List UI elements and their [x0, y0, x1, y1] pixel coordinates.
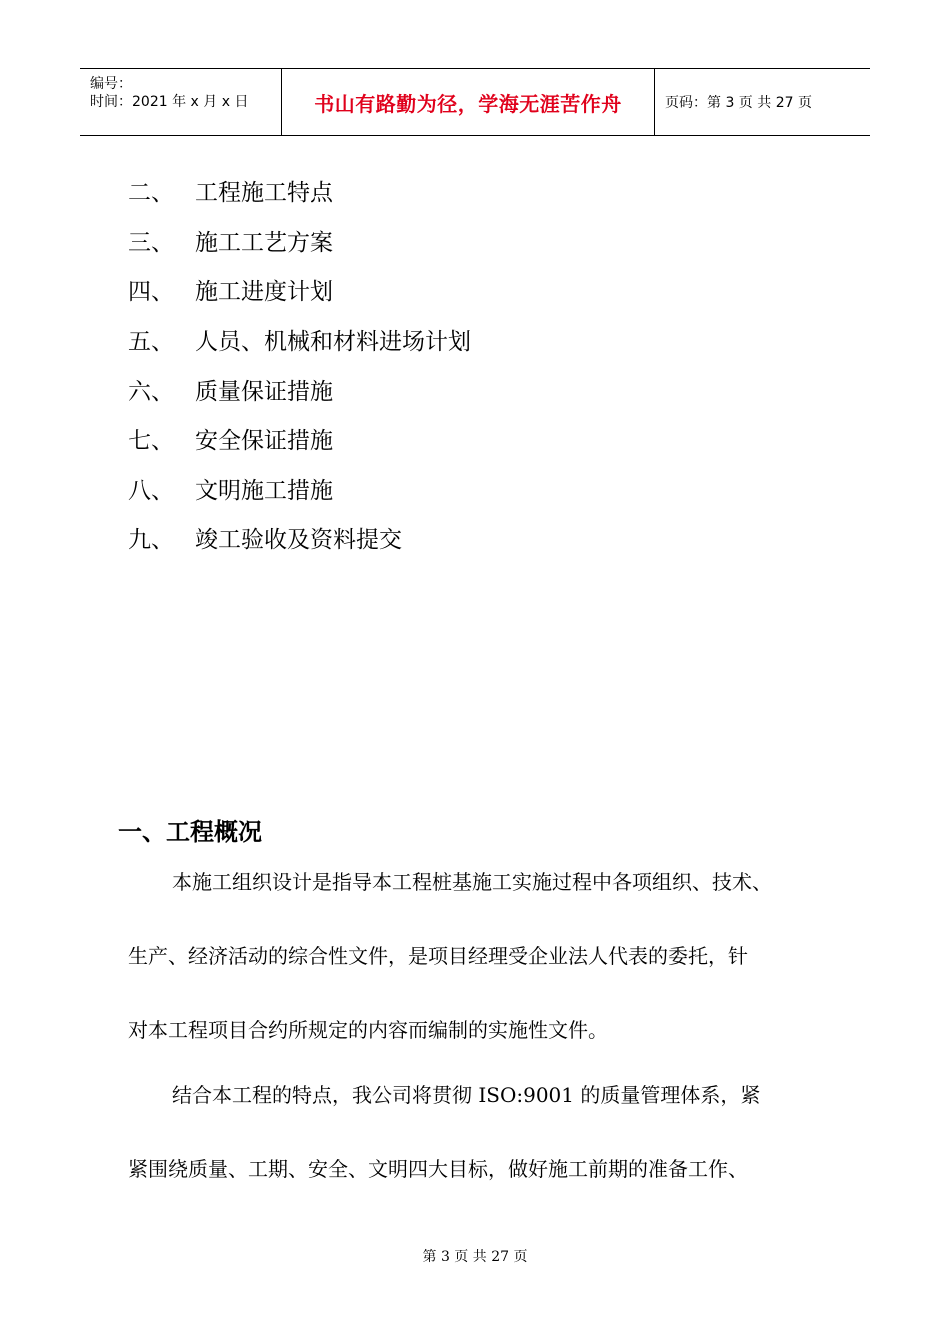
- toc-item: [128, 265, 471, 315]
- toc-item: [128, 464, 471, 514]
- paragraph-line: 紧围绕质量、工期、安全、文明四大目标，做好施工前期的准备工作、: [128, 1157, 748, 1181]
- toc-item: [128, 166, 471, 216]
- toc-item-number: 四、: [128, 279, 174, 306]
- paragraph-line: 本施工组织设计是指导本工程桩基施工实施过程中各项组织、技术、: [172, 870, 772, 894]
- header-meta-cell: [80, 69, 282, 135]
- paragraph-line: 对本工程项目合约所规定的内容而编制的实施性文件。: [128, 1018, 608, 1042]
- toc-item-text: 安全保证措施: [195, 428, 333, 455]
- toc-item: [128, 364, 471, 414]
- paragraph-overview: [128, 845, 840, 1067]
- toc-item-text: 施工进度计划: [195, 279, 333, 306]
- toc-item-text: 工程施工特点: [195, 180, 333, 207]
- table-of-contents: [128, 166, 471, 563]
- toc-item: [128, 414, 471, 464]
- toc-item-number: 七、: [128, 428, 174, 455]
- header-table: [80, 68, 870, 136]
- toc-item-number: 八、: [128, 477, 174, 504]
- toc-item: [128, 513, 471, 563]
- toc-item-text: 质量保证措施: [195, 378, 333, 405]
- header-page-cell: [655, 69, 870, 135]
- section-title: 一、工程概况: [118, 818, 262, 846]
- paragraph-quality: [128, 1058, 840, 1206]
- toc-item-text: 施工工艺方案: [195, 229, 333, 256]
- page-footer: 第 3 页 共 27 页: [422, 1249, 528, 1265]
- header-time-label: 时间：2021 年 x 月 x 日: [90, 94, 249, 110]
- toc-item-number: 三、: [128, 229, 174, 256]
- paragraph-line: 结合本工程的特点，我公司将贯彻 ISO:9001 的质量管理体系，紧: [172, 1083, 761, 1107]
- header-page-info: 页码：第 3 页 共 27 页: [665, 95, 812, 111]
- toc-item: [128, 216, 471, 266]
- toc-item-number: 二、: [128, 180, 174, 207]
- toc-item-text: 文明施工措施: [195, 477, 333, 504]
- toc-item-text: 竣工验收及资料提交: [195, 527, 402, 554]
- toc-item-text: 人员、机械和材料进场计划: [195, 329, 471, 356]
- toc-item-number: 六、: [128, 378, 174, 405]
- header-motto: 书山有路勤为径，学海无涯苦作舟: [314, 91, 622, 116]
- toc-item-number: 九、: [128, 527, 174, 554]
- toc-item-number: 五、: [128, 329, 174, 356]
- toc-item: [128, 315, 471, 365]
- header-motto-cell: [282, 69, 655, 135]
- paragraph-line: 生产、经济活动的综合性文件，是项目经理受企业法人代表的委托，针: [128, 944, 748, 968]
- header-number-label: 编号：: [90, 76, 132, 92]
